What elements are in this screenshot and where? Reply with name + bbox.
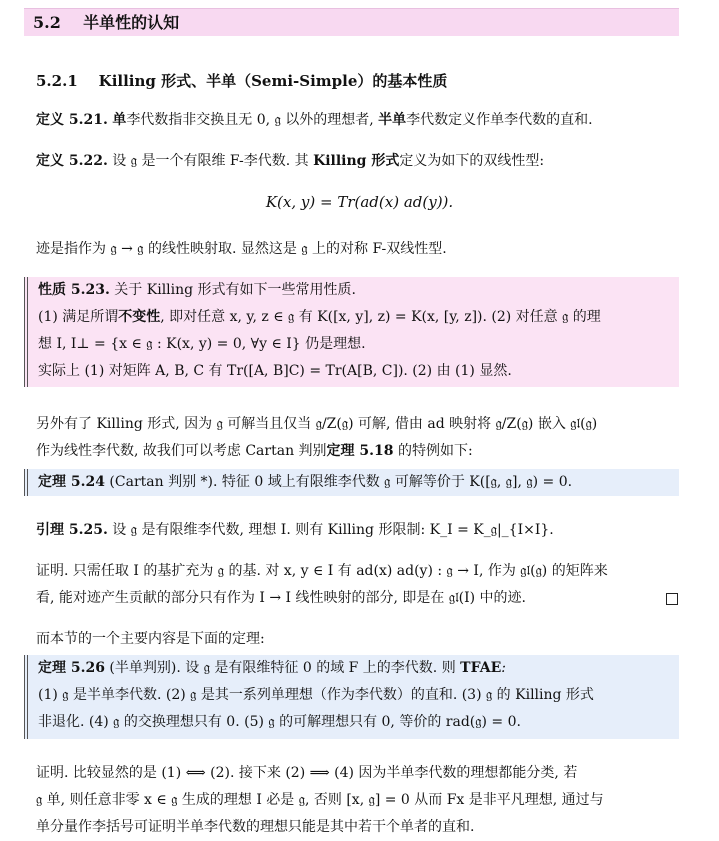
paragraph-killing-cartan: [36, 411, 679, 465]
property-label: 性质 5.23.: [38, 282, 110, 298]
lemma-5-25: [36, 517, 679, 544]
theorem-5-24-box: [24, 469, 679, 496]
trace-note: 迹是指作为 𝔤 → 𝔤 的线性映射取. 显然这是 𝔤 上的对称 F-双线性型.: [36, 241, 447, 257]
definition-5-21: [36, 107, 679, 134]
term-invariance: 不变性: [118, 309, 161, 325]
definition-5-22: [36, 148, 679, 175]
theorem-label: 定理 5.26: [38, 660, 105, 676]
paragraph-line-2c: 的特例如下:: [393, 443, 473, 459]
property-intro: 关于 Killing 形式有如下一些常用性质.: [109, 282, 357, 298]
tfae-colon: :: [501, 660, 506, 676]
paragraph-line-1: 另外有了 Killing 形式, 因为 𝔤 可解当且仅当 𝔤/Z(𝔤) 可解, 借由 ad 映射将 𝔤/Z(𝔤) 嵌入 𝔤𝔩(𝔤): [36, 416, 598, 432]
section-heading: [24, 8, 679, 36]
proof-line-2: 𝔤 单, 则任意非零 x ∈ 𝔤 生成的理想 I 必是 𝔤, 否则 [x, 𝔤] = 0 从而 Fx 是非平凡理想, 通过与: [36, 792, 604, 808]
section-title: 半单性的认知: [83, 13, 180, 32]
subsection-number: 5.2.1: [36, 72, 78, 90]
theorem-intro: (半单判别). 设 𝔤 是有限维特征 0 的域 F 上的李代数. 则: [104, 660, 461, 676]
section-number: 5.2: [33, 13, 61, 32]
definition-text-end: 李代数定义作单李代数的直和.: [406, 112, 593, 128]
definition-text: 设 𝔤 是一个有限维 F-李代数. 其: [107, 153, 314, 169]
term-semisimple: 半单: [378, 112, 407, 128]
paragraph-line-2a: 作为线性李代数, 故我们可以考虑 Cartan 判别: [36, 443, 327, 459]
theorem-line-2: (1) 𝔤 是半单李代数. (2) 𝔤 是其一系列单理想（作为李代数）的直和. (3) 𝔤 的 Killing 形式: [38, 687, 594, 703]
subsection-heading: [36, 68, 679, 95]
proof-line-2: 看, 能对迹产生贡献的部分只有作为 I → I 线性映射的部分, 即是在 𝔤𝔩(I) 中的迹.: [36, 590, 527, 606]
tfae-term: TFAE: [460, 660, 502, 676]
theorem-5-26-box: [24, 655, 679, 739]
proof-lemma-5-25: [36, 558, 679, 612]
definition-text: 李代数指非交换且无 0, 𝔤 以外的理想者,: [126, 112, 379, 128]
definition-label: 定义 5.22.: [36, 153, 108, 169]
proof-line-3: 单分量作李括号可证明半单李代数的理想只能是其中若干个单者的直和.: [36, 819, 475, 835]
killing-formula: K(x, y) = Tr(ad(x) ad(y)).: [265, 193, 454, 211]
property-line-3: 想 I, I⊥ = {x ∈ 𝔤 : K(x, y) = 0, ∀y ∈ I} 仍是理想.: [38, 336, 366, 352]
term-killing-form: Killing 形式: [313, 153, 400, 169]
property-line-2c: , 即对任意 x, y, z ∈ 𝔤 有 K([x, y], z) = K(x, [y, z]). (2) 对任意 𝔤 的理: [160, 309, 601, 325]
proof-line-1: 证明. 只需任取 I 的基扩充为 𝔤 的基. 对 x, y ∈ I 有 ad(x) ad(y) : 𝔤 → I, 作为 𝔤𝔩(𝔤) 的矩阵来: [36, 563, 608, 579]
term-simple: 单: [112, 112, 127, 128]
property-proof-line: 实际上 (1) 对矩阵 A, B, C 有 Tr([A, B]C) = Tr(A[B, C]). (2) 由 (1) 显然.: [38, 363, 512, 379]
proof-line-1: 证明. 比较显然的是 (1) ⟺ (2). 接下来 (2) ⟹ (4) 因为半单李代数的理想都能分类, 若: [36, 765, 578, 781]
property-line-2a: (1) 满足所谓: [38, 309, 119, 325]
proof-theorem-5-26: [36, 760, 679, 841]
theorem-label: 定理 5.24: [38, 474, 105, 490]
definition-text-end: 定义为如下的双线性型:: [399, 153, 545, 169]
theorem-reference-5-18[interactable]: 定理 5.18: [326, 443, 394, 459]
theorem-line-3: 非退化. (4) 𝔤 的交换理想只有 0. (5) 𝔤 的可解理想只有 0, 等价的 rad(𝔤) = 0.: [38, 714, 521, 730]
lemma-label: 引理 5.25.: [36, 522, 108, 538]
theorem-text: (Cartan 判别 *). 特征 0 域上有限维李代数 𝔤 可解等价于 K([𝔤, 𝔤], 𝔤) = 0.: [104, 474, 573, 490]
lemma-text: 设 𝔤 是有限维李代数, 理想 I. 则有 Killing 形限制: K_I = K_𝔤|_{I×I}.: [107, 522, 554, 538]
paragraph-main-theorem-intro: 而本节的一个主要内容是下面的定理:: [36, 631, 265, 647]
qed-square-icon: [666, 593, 678, 605]
definition-label: 定义 5.21.: [36, 112, 108, 128]
property-5-23-box: [24, 277, 679, 387]
subsection-title: Killing 形式、半单（Semi-Simple）的基本性质: [98, 72, 448, 90]
